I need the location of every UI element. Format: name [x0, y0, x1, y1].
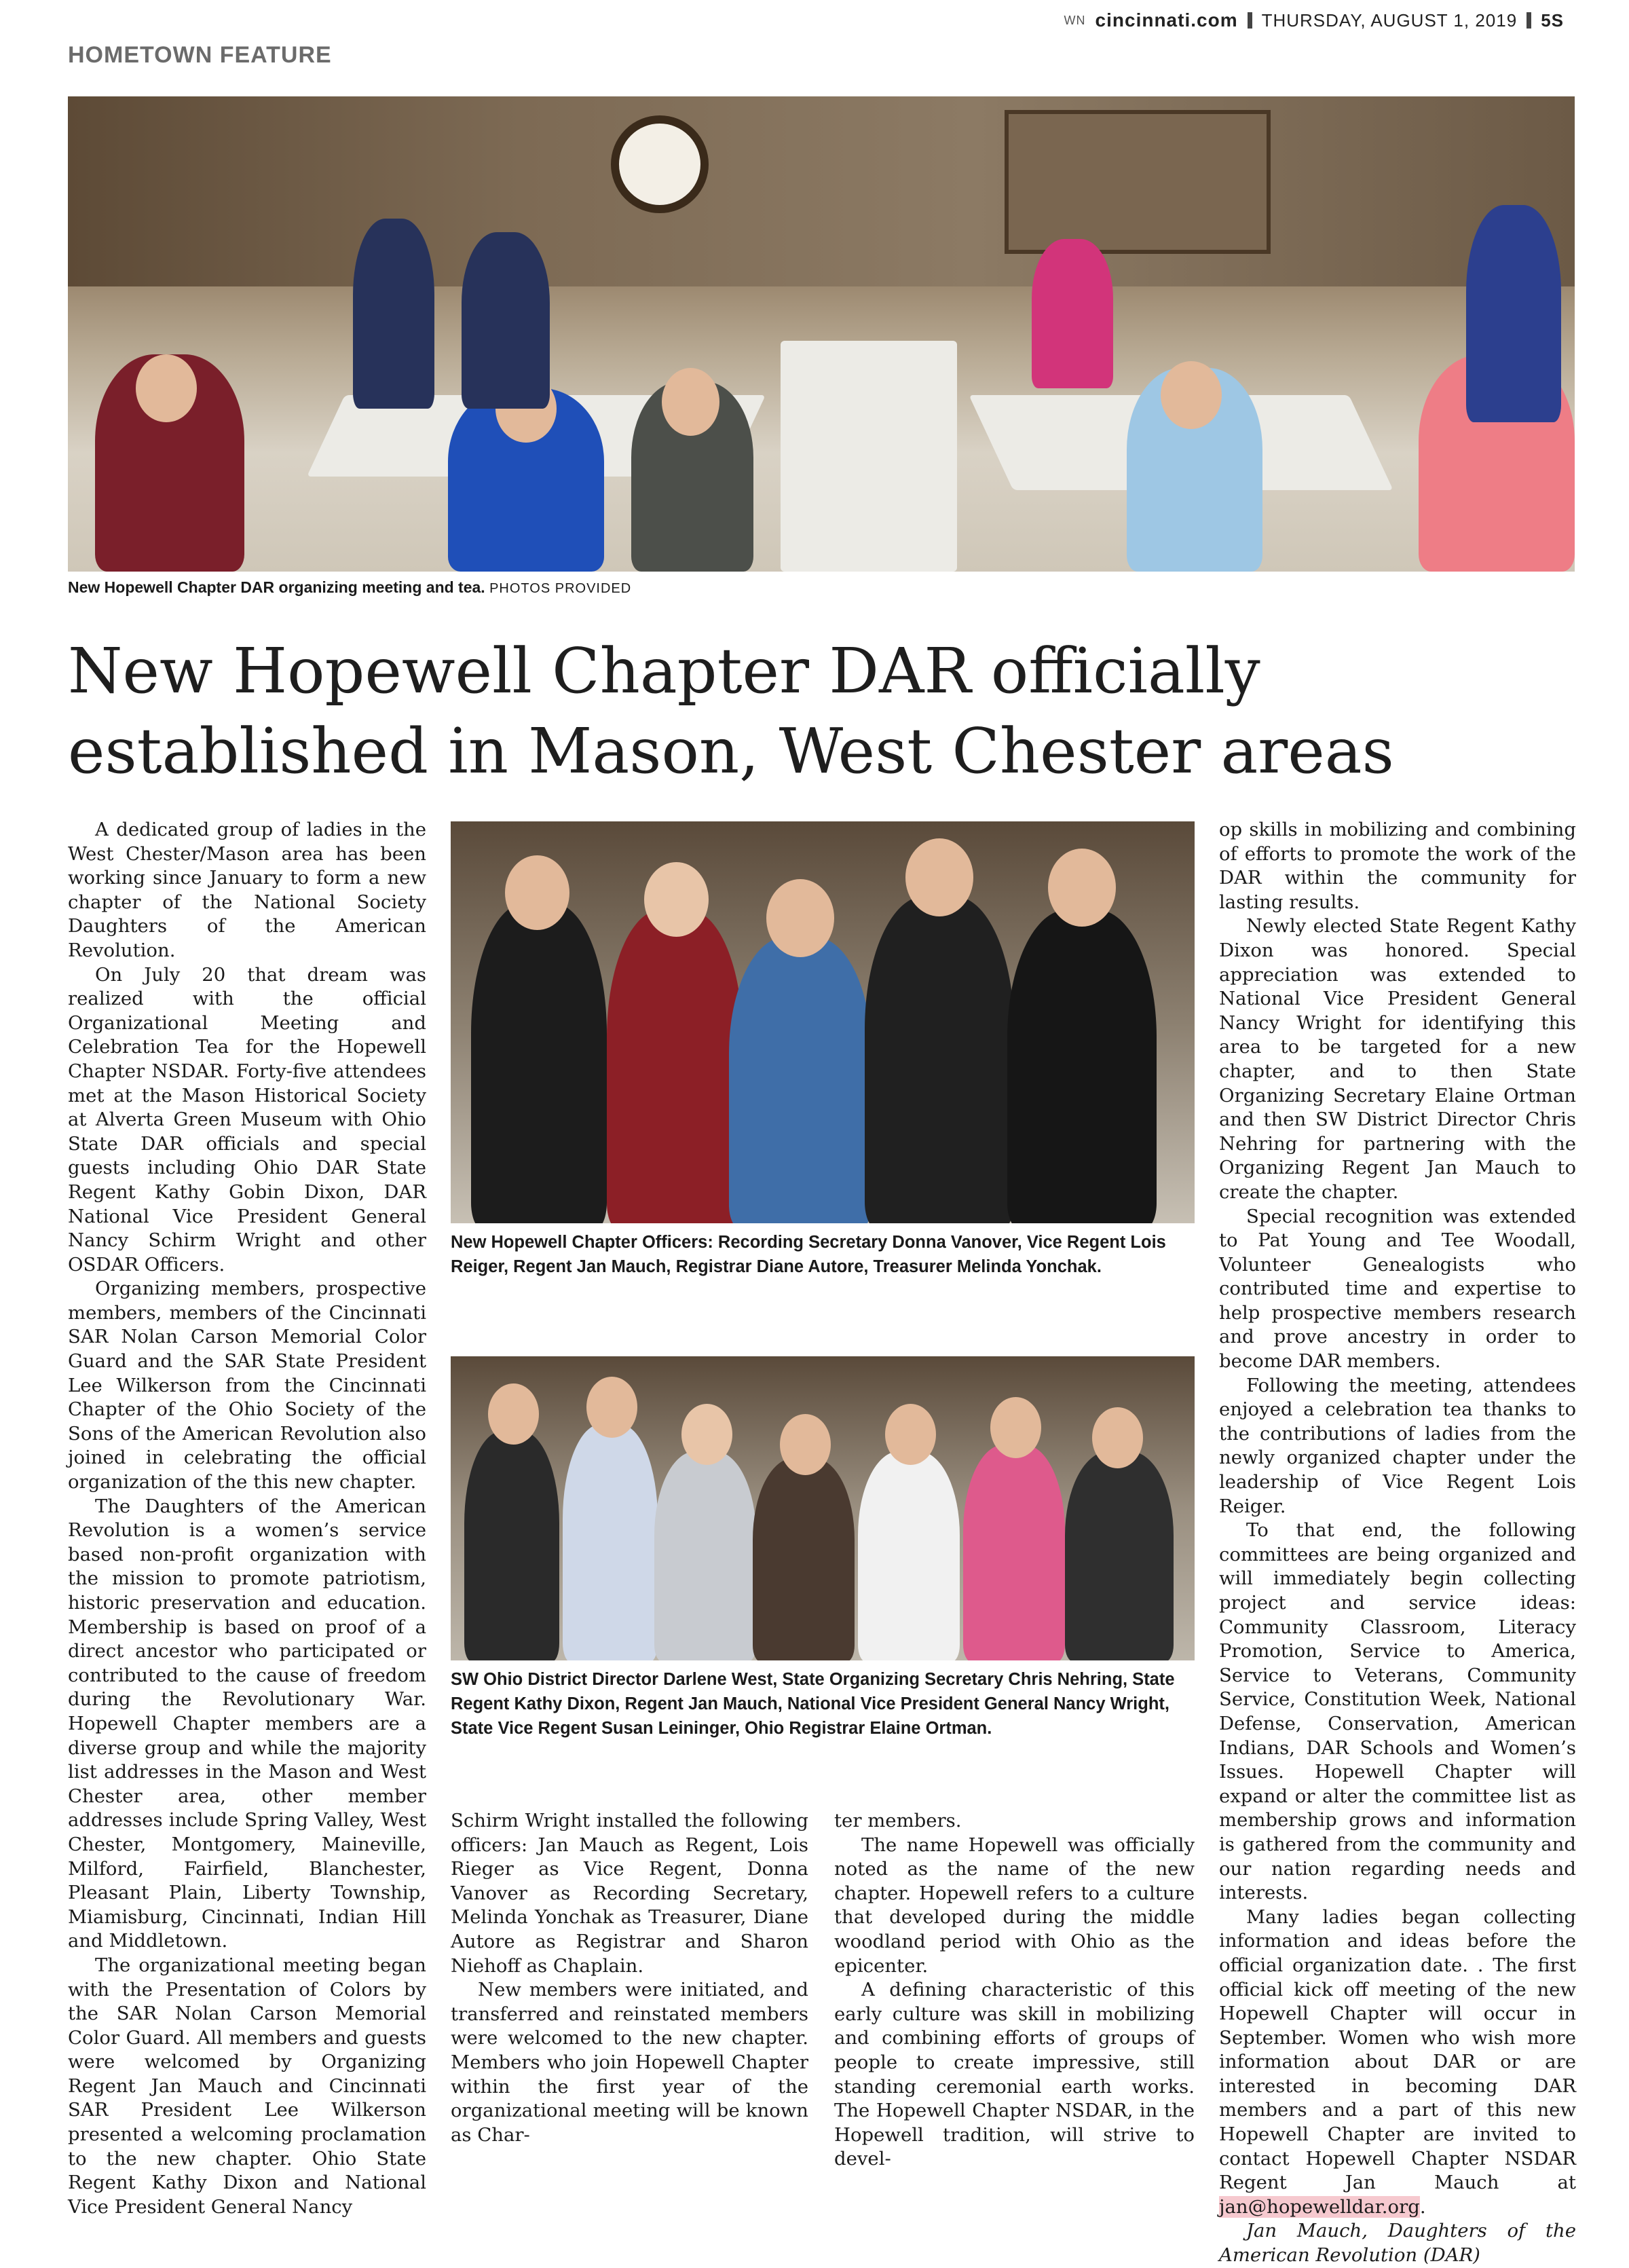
page-number: 5S: [1541, 10, 1564, 31]
section-label: HOMETOWN FEATURE: [68, 42, 332, 68]
issue-date: THURSDAY, AUGUST 1, 2019: [1261, 10, 1518, 31]
paragraph: A defining characteristic of this early culture was skill in mobilizing and combining efforts of groups of people to create impressive, still standing ceremonial earth works. The Hopewell Chapter NSDAR, in the Hopewell tradition, will strive to devel-: [834, 1979, 1195, 2170]
page-header: [1064, 10, 1564, 31]
headline: [68, 631, 1575, 792]
officers-photo: [451, 821, 1195, 1223]
wn-logo: WN: [1064, 13, 1086, 27]
paragraph: Schirm Wright installed the following officers: Jan Mauch as Regent, Lois Rieger as Vice Regent, Donna Vanover as Recording Secretary, Melinda Yonchak as Treasurer, Diane Autore as Registrar and Sharon Niehoff as Chaplain.: [451, 1810, 808, 1977]
paragraph: ter members.: [834, 1810, 962, 1832]
article-column-1: [68, 818, 426, 2219]
contact-email[interactable]: jan@hopewelldar.org: [1219, 2195, 1420, 2218]
paragraph: The Daughters of the American Revolution is a women’s service based non-profit organization with the mission to promote patriotism, historic preservation and education. Membership is based on proof of a direct ancestor who participated or contributed to the cause of freedom during the Revolutionary War. Hopewell Chapter members are a diverse group and while the majority list addresses in the Mason and West Chester area, other member addresses include Spring Valley, West Chester, Montgomery, Maineville, Milford, Fairfield, Blanchester, Pleasant Plain, Liberty Township, Miamisburg, Cincinnati, Indian Hill and Middletown.: [68, 1495, 426, 1952]
paragraph: To that end, the following committees are being organized and will immediately begin collecting project and service ideas: Community Classroom, Literacy Promotion, Service to America, Service to Veterans, Community Service, Constitution Week, National Defense, Conservation, American Indians, DAR Schools and Women’s Issues. Hopewell Chapter will expand or alter the committee list as membership grows and information is gathered from the community and our nation regarding needs and interests.: [1219, 1519, 1576, 1904]
headline-line-2: established in Mason, West Chester areas: [68, 715, 1394, 787]
paragraph: Newly elected State Regent Kathy Dixon was honored. Special appreciation was extended to National Vice President General Nancy Wright for identifying this area to be targeted for a new chapter, and to then State Organizing Secretary Elaine Ortman and then SW District Director Chris Nehring for partnering with the Organizing Regent Jan Mauch to create the chapter.: [1219, 915, 1576, 1203]
top-photo: [68, 96, 1575, 572]
paragraph: Many ladies began collecting information and ideas before the official organization date. . The first official kick off meeting of the new Hopewell Chapter will occur in September. Women who wish more information about DAR or are interested in becoming DAR members and a part of this new Hopewell Chapter are invited to contact Hopewell Chapter NSDAR Regent Jan Mauch at jan@hopewelldar.org.: [1219, 1906, 1576, 2218]
article-column-3: [834, 1809, 1195, 2172]
site-name: cincinnati.com: [1095, 10, 1238, 31]
paragraph: The organizational meeting began with the Presentation of Colors by the SAR Nolan Carson Memorial Color Guard. All members and guests were welcomed by Organizing Regent Jan Mauch and Cincinnati SAR President Lee Wilkerson presented a welcoming proclamation to the new chapter. Ohio State Regent Kathy Dixon and National Vice President General Nancy: [68, 1954, 426, 2218]
header-divider: [1527, 12, 1531, 29]
paragraph: Following the meeting, attendees enjoyed a celebration tea thanks to the contributions of ladies from the newly organized chapter under the leadership of Vice Regent Lois Reiger.: [1219, 1374, 1576, 1517]
paragraph: The name Hopewell was officially noted as the name of the new chapter. Hopewell refers to a culture that developed during the middle woodland period with Ohio as the epicenter.: [834, 1834, 1195, 1977]
article-column-2: [451, 1809, 808, 2147]
photo-credit: PHOTOS PROVIDED: [489, 581, 632, 596]
paragraph: Organizing members, prospective members, members of the Cincinnati SAR Nolan Carson Memorial Color Guard and the SAR State President Lee Wilkerson from the Cincinnati Chapter of the Ohio Society of the Sons of the American Revolution also joined in celebrating the official organization of the this new chapter.: [68, 1278, 426, 1493]
officers-photo-caption: New Hopewell Chapter Officers: Recording Secretary Donna Vanover, Vice Regent Lois Reiger, Regent Jan Mauch, Registrar Diane Autore, Treasurer Melinda Yonchak.: [451, 1233, 1166, 1276]
top-photo-caption: New Hopewell Chapter DAR organizing meeting and tea. PHOTOS PROVIDED: [68, 578, 632, 596]
state-officials-photo-caption: SW Ohio District Director Darlene West, State Organizing Secretary Chris Nehring, State Regent Kathy Dixon, Regent Jan Mauch, National Vice President General Nancy Wright, State Vice Regent Susan Leininger, Ohio Registrar Elaine Ortman.: [451, 1670, 1175, 1738]
state-officials-photo: [451, 1356, 1195, 1660]
paragraph: On July 20 that dream was realized with the official Organizational Meeting and Celebration Tea for the Hopewell Chapter NSDAR. Forty-five attendees met at the Mason Historical Society at Alverta Green Museum with Ohio State DAR officials and special guests including Ohio DAR State Regent Kathy Gobin Dixon, DAR National Vice President General Nancy Schirm Wright and other OSDAR Officers.: [68, 963, 426, 1276]
headline-line-1: New Hopewell Chapter DAR officially: [68, 635, 1260, 707]
paragraph: op skills in mobilizing and combining of efforts to promote the work of the DAR within the community for lasting results.: [1219, 819, 1576, 913]
article-column-4: [1219, 818, 1576, 2268]
paragraph: A dedicated group of ladies in the West Chester/Mason area has been working since January to form a new chapter of the National Society Daughters of the American Revolution.: [68, 819, 426, 961]
author-signature: Jan Mauch, Daughters of the American Revolution (DAR): [1219, 2220, 1576, 2267]
paragraph: New members were initiated, and transferred and reinstated members were welcomed to the new chapter. Members who join Hopewell Chapter within the first year of the organizational meeting will be known as Char-: [451, 1979, 808, 2146]
header-divider: [1248, 12, 1252, 29]
paragraph: Special recognition was extended to Pat Young and Tee Woodall, Volunteer Genealogists who contributed time and expertise to help prospective members research and prove ancestry in order to become DAR members.: [1219, 1205, 1576, 1373]
